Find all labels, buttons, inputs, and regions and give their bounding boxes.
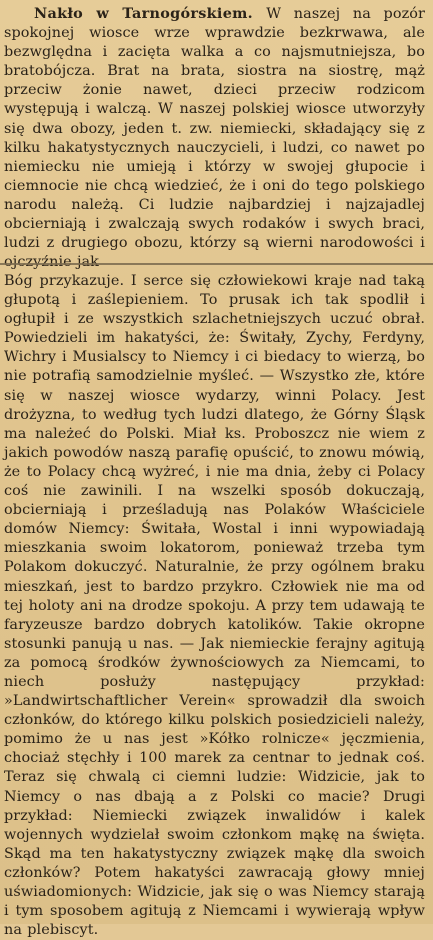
article-text-part-1: W naszej na pozór spokojnej wiosce wrze wprawdzie bezkrwawa, ale bezwględna i zacięta walka a co najsmutniejsza, bo bratobójcza. Brat na brata, siostra na siostrę, mąż przeciw żonie nawet, dzieci przeciw rodzicom występują i walczą. W naszej polskiej wiosce utworzyły się dwa obozy, jeden t. zw. niemiecki, składający się z kilku hakatystycznych nauczycieli, i ludzi, co nawet po niemiecku nie umieją i którzy w swojej głupocie i ciemnocie nie chcą wiedzieć, że i oni do tego polskiego narodu należą. Ci ludzie najbardziej i najzajadlej obcierniają i zwalczają swych rodaków i swych braci, ludzi z drugiego obozu, którzy są wierni narodowości i [4,6,426,252]
article-headline: Nakło w Tarnogórskiem. [34,5,267,22]
article-part-2 [4,272,425,940]
column-divider [0,263,433,265]
article-part-1 [4,4,425,272]
article-text-part-2: Bóg przykazuje. I serce się człowiekowi kraje nad taką głupotą i zaślepieniem. To prusak ich tak spodlił i ogłupił i ze wszystkich szlachetniejszych uczuć obrał. Powiedzieli im hakatyści, że: Świtały, Zychy, Ferdyny, Wichry i Musialscy to Niemcy i ci biedacy to wierzą, bo nie potrafią samodzielnie myśleć. — Wszystko złe, które się w naszej wiosce wydarzy, winni Polacy. Jest drożyzna, to według tych ludzi dlatego, że Górny Śląsk ma należeć do Polski. Miał ks. Proboszcz nie wiem z jakich powodów naszą parafię opuścić, to znowu mówią, że to Polacy chcą wyżreć, i nie ma dnia, żeby ci Polacy coś nie zawinili. I na wszelki sposób dokuczają, obcierniają i prześladują nas Polaków Właściciele domów Niemcy: Świtała, Wostal i inni wypowiadają mieszkania swoim lokatorom, ponieważ trzeba tym Polakom dokuczyć. Naturalnie, że przy ogólnem braku mieszkań, jest to bardzo przykro. Człowiek nie ma od tej holoty ani na drodze spokoju. A przy tem udawają te faryzeusze bardzo dobrych katolików. Takie okropne stosunki panują u nas. — Jak niemieckie ferajny agitują za pomocą środków żywnościowych za Niemcami, to niech posłuży następujący przykład: »Landwirtschaftlicher Verein« sprowadził dla swoich członków, do którego kilku polskich posiedzicieli należy, pomimo że u nas jest »Kółko rolnicze« jęczmienia, chociaż stęchły i 100 marek za centnar to jednak coś. Teraz się chwalą ci ciemni ludzie: Widzicie, jak to Niemcy o nas dbają a z Polski co macie? Drugi przykład: Niemiecki związek inwalidów i kalek wojennych wydzielał swoim członkom mąkę na święta. Skąd ma ten hakatystyczny związek mąkę dla swoich członków? Potem hakatyści zawracają głowy mniej uświadomionych: Widzicie, jak się o was Niemcy starają i tym sposobem agitują z Niemcami i wywierają wpływ na plebiscyt. [4,273,425,939]
